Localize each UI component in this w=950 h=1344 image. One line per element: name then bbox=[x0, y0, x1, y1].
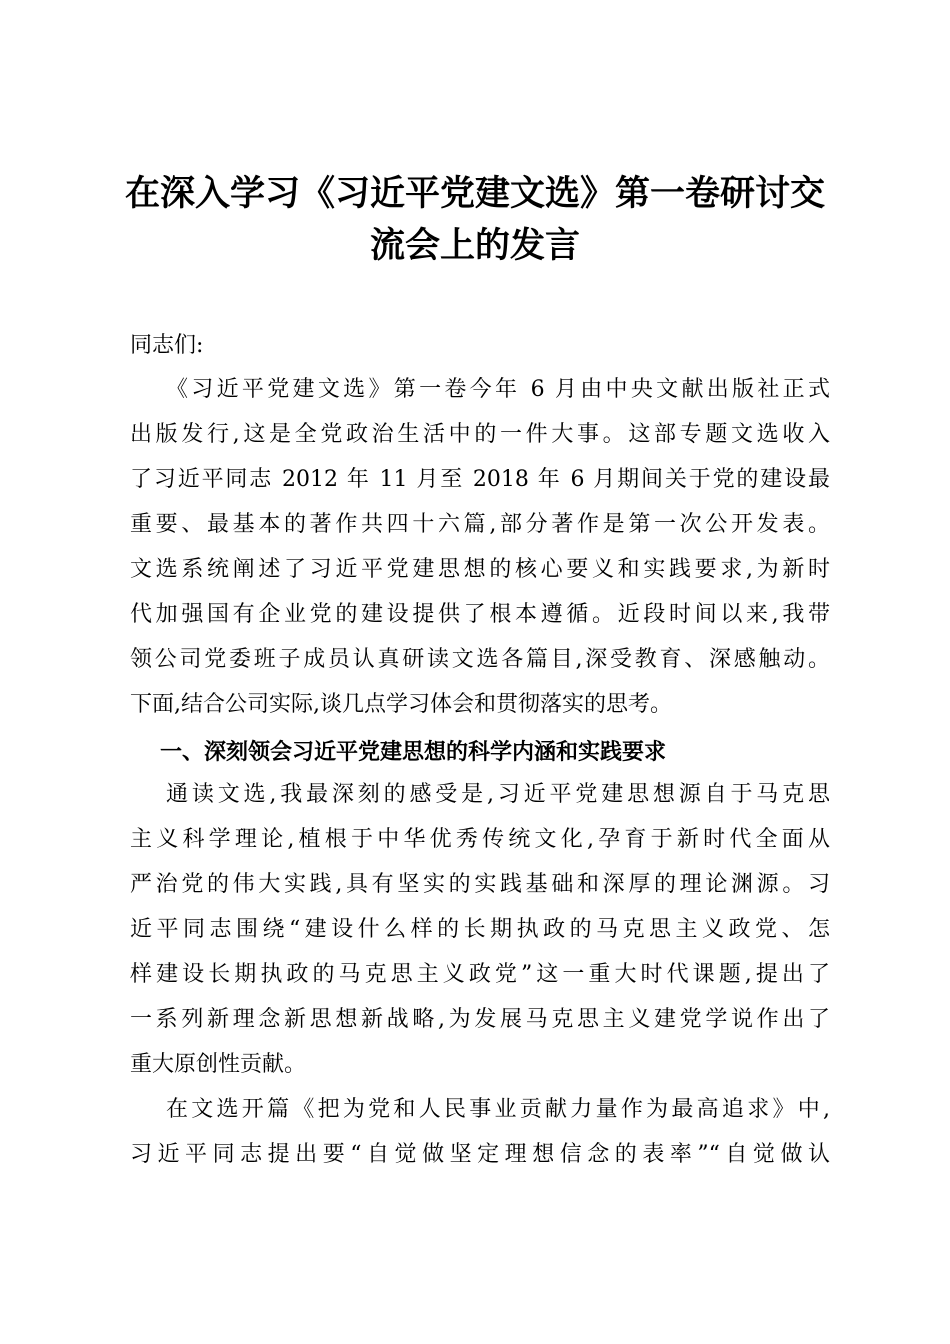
paragraph-line: 严治党的伟大实践,具有坚实的实践基础和深厚的理论渊源。习 bbox=[130, 872, 830, 897]
paragraph-line: 主义科学理论,植根于中华优秀传统文化,孕育于新时代全面从 bbox=[130, 827, 830, 852]
paragraph-line: 习近平同志提出要“自觉做坚定理想信念的表率”“自觉做认 bbox=[130, 1142, 830, 1167]
paragraph-line: 近平同志围绕“建设什么样的长期执政的马克思主义政党、怎 bbox=[130, 917, 830, 942]
paragraph-line: 样建设长期执政的马克思主义政党”这一重大时代课题,提出了 bbox=[130, 962, 830, 987]
paragraph-line: 出版发行,这是全党政治生活中的一件大事。这部专题文选收入 bbox=[130, 422, 830, 447]
paragraph-line: 下面,结合公司实际,谈几点学习体会和贯彻落实的思考。 bbox=[130, 692, 672, 717]
paragraph-line: 领公司党委班子成员认真研读文选各篇目,深受教育、深感触动。 bbox=[130, 647, 830, 672]
section-heading-1: 一、深刻领会习近平党建思想的科学内涵和实践要求 bbox=[160, 740, 667, 765]
paragraph-line: 代加强国有企业党的建设提供了根本遵循。近段时间以来,我带 bbox=[130, 602, 830, 627]
paragraph-line: 文选系统阐述了习近平党建思想的核心要义和实践要求,为新时 bbox=[130, 557, 830, 582]
document-title-line-2: 流会上的发言 bbox=[369, 225, 580, 266]
paragraph-line: 了习近平同志 2012 年 11 月至 2018 年 6 月期间关于党的建设最 bbox=[130, 467, 830, 492]
paragraph-line: 一系列新理念新思想新战略,为发展马克思主义建党学说作出了 bbox=[130, 1007, 830, 1032]
paragraph-line: 通读文选,我最深刻的感受是,习近平党建思想源自于马克思 bbox=[166, 782, 830, 807]
document-title-line-1: 在深入学习《习近平党建文选》第一卷研讨交 bbox=[124, 173, 825, 214]
paragraph-line: 在文选开篇《把为党和人民事业贡献力量作为最高追求》中, bbox=[166, 1097, 830, 1122]
paragraph-line: 重大原创性贡献。 bbox=[130, 1052, 307, 1077]
paragraph-line: 重要、最基本的著作共四十六篇,部分著作是第一次公开发表。 bbox=[130, 512, 830, 537]
paragraph-line: 《习近平党建文选》第一卷今年 6 月由中央文献出版社正式 bbox=[166, 377, 830, 402]
salutation: 同志们: bbox=[130, 333, 204, 358]
